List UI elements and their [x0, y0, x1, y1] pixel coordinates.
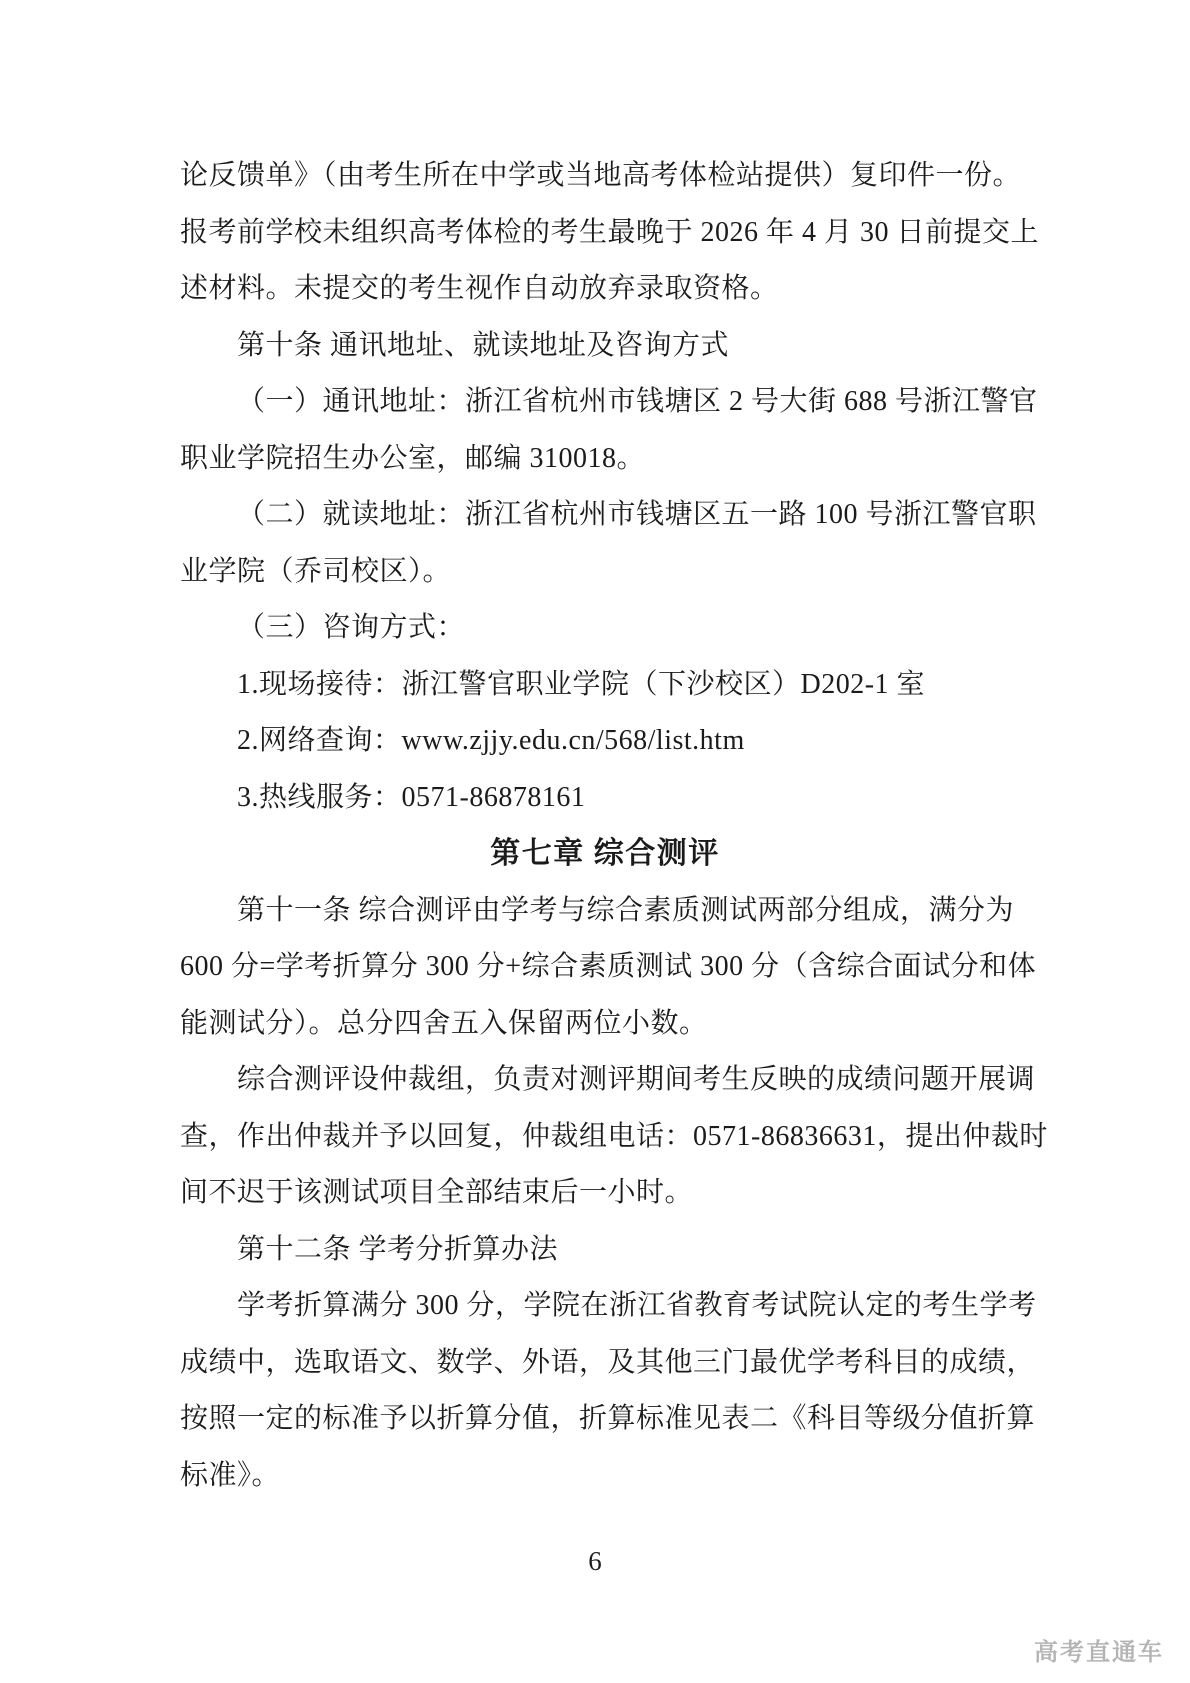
chapter-heading: 第七章 综合测评 [490, 837, 720, 870]
text-line: 1.现场接待：浙江警官职业学院（下沙校区）D202-1 室 [237, 668, 926, 700]
text-line: 间不迟于该测试项目全部结束后一小时。 [180, 1177, 694, 1208]
text-line: 第十二条 学考分折算办法 [237, 1233, 559, 1265]
text-line: 查，作出仲裁并予以回复，仲裁组电话：0571-86836631，提出仲裁时 [180, 1120, 1048, 1152]
text-line: 能测试分）。总分四舍五入保留两位小数。 [180, 1007, 708, 1039]
text-line: 第十条 通讯地址、就读地址及咨询方式 [237, 329, 730, 361]
text-line: 职业学院招生办公室，邮编 310018。 [180, 442, 646, 474]
text-line: 600 分=学考折算分 300 分+综合素质测试 300 分（含综合面试分和体 [180, 951, 1037, 982]
text-line: 按照一定的标准予以折算分值，折算标准见表二《科目等级分值折算 [180, 1403, 1036, 1434]
text-line: 第十一条 综合测评由学考与综合素质测试两部分组成，满分为 [237, 894, 1015, 926]
text-line: （二）就读地址：浙江省杭州市钱塘区五一路 100 号浙江警官职 [237, 499, 1037, 530]
text-line: 学考折算满分 300 分，学院在浙江省教育考试院认定的考生学考 [237, 1290, 1037, 1321]
text-line: 述材料。未提交的考生视作自动放弃录取资格。 [180, 273, 779, 304]
text-line: （一）通讯地址：浙江省杭州市钱塘区 2 号大街 688 号浙江警官 [237, 386, 1038, 417]
text-line: （三）咨询方式： [237, 612, 466, 643]
text-line: 论反馈单》（由考生所在中学或当地高考体检站提供）复印件一份。 [180, 160, 1022, 191]
text-line: 3.热线服务：0571-86878161 [237, 781, 586, 813]
text-line: 综合测评设仲裁组，负责对测评期间考生反映的成绩问题开展调 [237, 1064, 1036, 1095]
document-body [180, 148, 1048, 1504]
text-line: 标准》。 [180, 1459, 281, 1491]
text-line: 报考前学校未组织高考体检的考生最晚于 2026 年 4 月 30 日前提交上 [180, 216, 1040, 248]
text-line: 2.网络查询：www.zjjy.edu.cn/568/list.htm [237, 725, 745, 756]
text-line: 业学院（乔司校区）。 [180, 555, 452, 587]
page-number: 6 [588, 1546, 602, 1576]
text-line: 成绩中，选取语文、数学、外语，及其他三门最优学考科目的成绩， [180, 1346, 1036, 1378]
watermark-text: 高考直通车 [1034, 1639, 1164, 1666]
